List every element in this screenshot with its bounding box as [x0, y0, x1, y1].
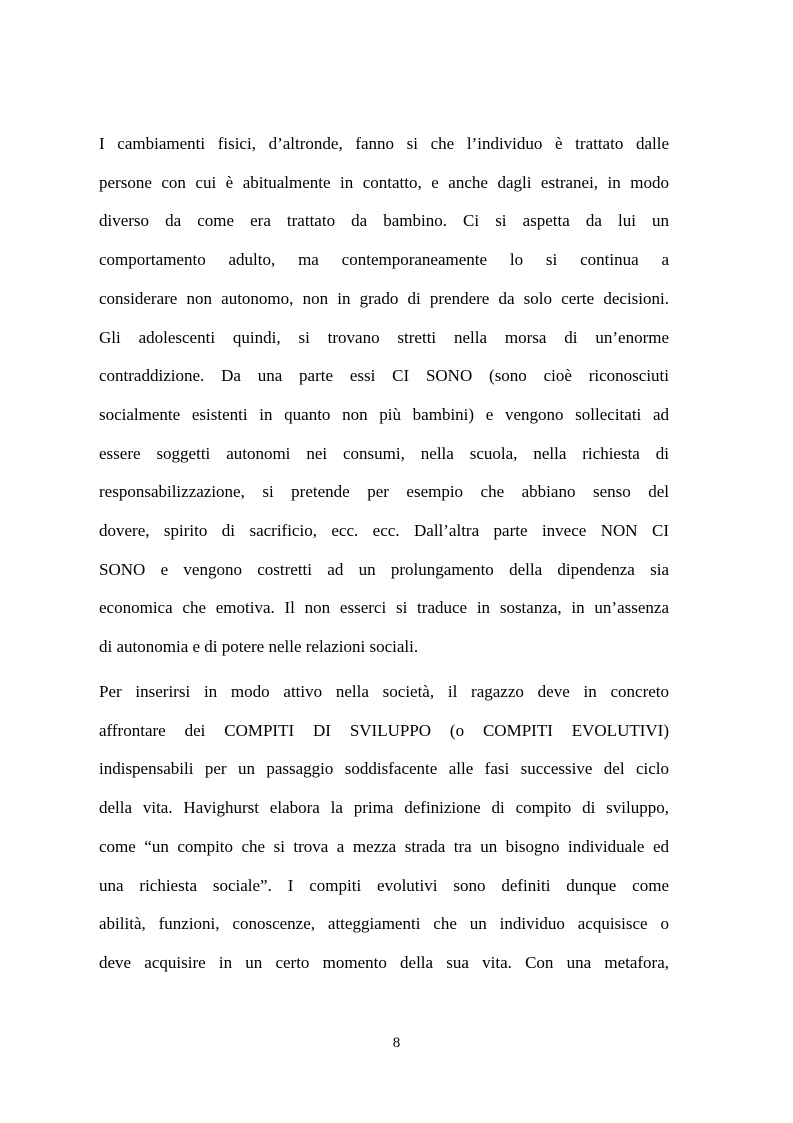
text-line: SONO e vengono costretti ad un prolungamento della dipendenza sia [99, 559, 669, 579]
text-line: contraddizione. Da una parte essi CI SONO (sono cioè riconosciuti [99, 366, 669, 386]
text-line: dovere, spirito di sacrificio, ecc. ecc. Dall’altra parte invece NON CI [99, 521, 669, 540]
text-line: abilità, funzioni, conoscenze, atteggiamenti che un individuo acquisisce o [99, 914, 669, 934]
text-line: diverso da come era trattato da bambino. Ci si aspetta da lui un [99, 211, 669, 231]
text-line: comportamento adulto, ma contemporaneamente lo si continua a [99, 250, 669, 270]
text-line: socialmente esistenti in quanto non più bambini) e vengono sollecitati ad [99, 404, 669, 424]
text-line: economica che emotiva. Il non esserci si traduce in sostanza, in un’assenza [99, 598, 669, 618]
page-number: 8 [392, 1035, 401, 1051]
text-line: affrontare dei COMPITI DI SVILUPPO (o COMPITI EVOLUTIVI) [99, 720, 669, 740]
text-line: della vita. Havighurst elabora la prima definizione di compito di sviluppo, [99, 798, 669, 818]
text-line: essere soggetti autonomi nei consumi, nella scuola, nella richiesta di [99, 443, 669, 463]
text-line: Gli adolescenti quindi, si trovano stretti nella morsa di un’enorme [99, 327, 669, 347]
text-line: Per inserirsi in modo attivo nella società, il ragazzo deve in concreto [99, 682, 669, 701]
text-line: come “un compito che si trova a mezza strada tra un bisogno individuale ed [99, 836, 669, 856]
text-line: deve acquisire in un certo momento della sua vita. Con una metafora, [99, 952, 669, 972]
text-line: I cambiamenti fisici, d’altronde, fanno si che l’individuo è trattato dalle [99, 134, 669, 153]
text-line: persone con cui è abitualmente in contatto, e anche dagli estranei, in modo [99, 172, 669, 192]
text-line: di autonomia e di potere nelle relazioni sociali. [99, 637, 419, 657]
text-line: una richiesta sociale”. I compiti evolutivi sono definiti dunque come [99, 875, 669, 895]
text-line: indispensabili per un passaggio soddisfacente alle fasi successive del ciclo [99, 759, 669, 779]
text-line: considerare non autonomo, non in grado di prendere da solo certe decisioni. [99, 288, 669, 308]
text-line: responsabilizzazione, si pretende per esempio che abbiano senso del [99, 482, 669, 502]
